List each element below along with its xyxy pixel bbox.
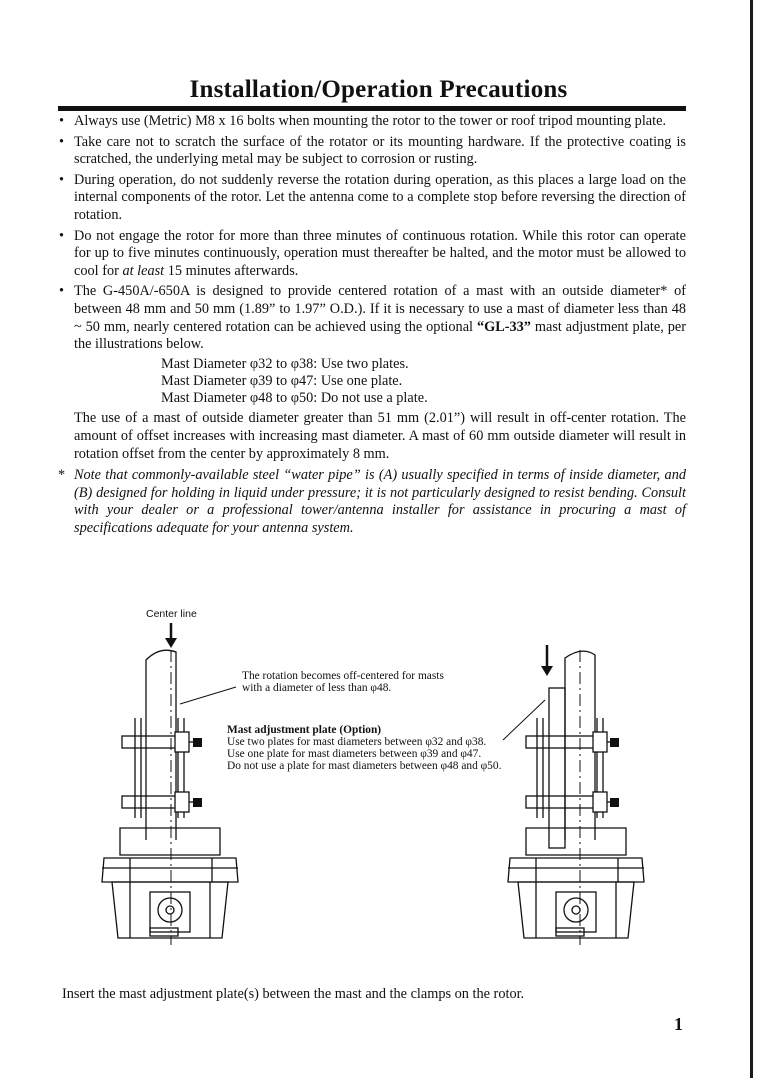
plate-note: Mast adjustment plate (Option) Use two plates for mast diameters between φ32 and φ38. Use one plate for mast diameters between φ39 and φ47. Do not use a plate for mast diameters between φ48 and φ50. xyxy=(227,724,502,772)
right-rotor-body xyxy=(508,828,644,938)
rotor-diagram xyxy=(90,600,690,945)
diameter-rule: Mast Diameter φ48 to φ50: Do not use a plate. xyxy=(161,390,428,407)
list-item: • Always use (Metric) M8 x 16 bolts when mounting the rotor to the tower or roof tripod mounting plate. xyxy=(58,113,686,131)
right-clamp-bracket xyxy=(526,718,619,818)
offcenter-note: The rotation becomes off-centered for masts with a diameter of less than φ48. xyxy=(242,670,444,694)
offset-paragraph: The use of a mast of outside diameter greater than 51 mm (2.01”) will result in off-center rotation. The amount of offset increases with increasing mast diameter. A mast of 60 mm outside diameter will result in rotation offset from the center by approximately 8 mm. xyxy=(74,410,686,462)
plate-note-title: Mast adjustment plate (Option) xyxy=(227,724,382,736)
page-number: 1 xyxy=(674,1014,683,1034)
diameter-rule: Mast Diameter φ32 to φ38: Use two plates. xyxy=(161,355,409,372)
page-title: Installation/Operation Precautions xyxy=(189,76,568,103)
list-item: • During operation, do not suddenly reverse the rotation during operation, as this places a large load on the internal components of the rotor. Let the antenna come to a complete stop before reversing the direction of rotation. xyxy=(58,172,686,225)
offcenter-leader-line xyxy=(180,687,236,704)
footnote-symbol: * xyxy=(58,467,66,484)
left-rotor-body xyxy=(102,828,238,938)
document-body xyxy=(58,113,686,537)
diameter-rules xyxy=(161,356,686,408)
footnote-text: Note that commonly-available steel “water pipe” is (A) usually specified in terms of inside diameter, and (B) designed for holding in liquid under pressure; it is not particularly designed to resist bending. Consult with your dealer or a professional tower/antenna installer for assistance in procuring a mast of specifications adequate for your antenna system. xyxy=(74,467,686,536)
page-edge-rule xyxy=(750,0,753,1078)
list-item: • Do not engage the rotor for more than three minutes of continuous rotation. While this rotor can operate for up to five minutes continuously, operation must thereafter be halted, and the motor must be allowed to cool for at least 15 minutes afterwards. xyxy=(58,228,686,281)
center-line-label: Center line xyxy=(146,608,197,620)
figure-caption: Insert the mast adjustment plate(s) between the mast and the clamps on the rotor. xyxy=(62,986,525,1002)
product-code: “GL-33” xyxy=(476,318,531,335)
emphasis-text: at least xyxy=(122,262,165,279)
precautions-list xyxy=(58,113,686,407)
list-item: • Take care not to scratch the surface of the rotator or its mounting hardware. If the protective coating is scratched, the underlying metal may be subject to corrosion or rusting. xyxy=(58,134,686,169)
title-underline xyxy=(58,106,686,111)
list-item: • The G-450A/-650A is designed to provide centered rotation of a mast with an outside diameter* of between 48 mm and 50 mm (1.89” to 1.97” O.D.). If it is necessary to use a mast of diameter less than 48 ~ 50 mm, nearly centered rotation can be achieved using the optional “GL-33” mast adjustment plate, per the illustrations below. Mast Diameter φ32 to φ38: Use two plates. Mast Diameter φ39 to φ47: Use one plate. Mast Diameter φ48 to φ50: Do not use a plate. xyxy=(58,283,686,407)
left-clamp-bracket xyxy=(122,718,202,818)
rotor-illustration xyxy=(90,600,690,945)
center-line-arrow xyxy=(165,623,177,648)
footnote xyxy=(58,467,686,537)
diameter-rule: Mast Diameter φ39 to φ47: Use one plate. xyxy=(161,372,403,389)
right-rotor-arrow xyxy=(541,645,553,676)
plate-leader-line xyxy=(503,700,545,740)
